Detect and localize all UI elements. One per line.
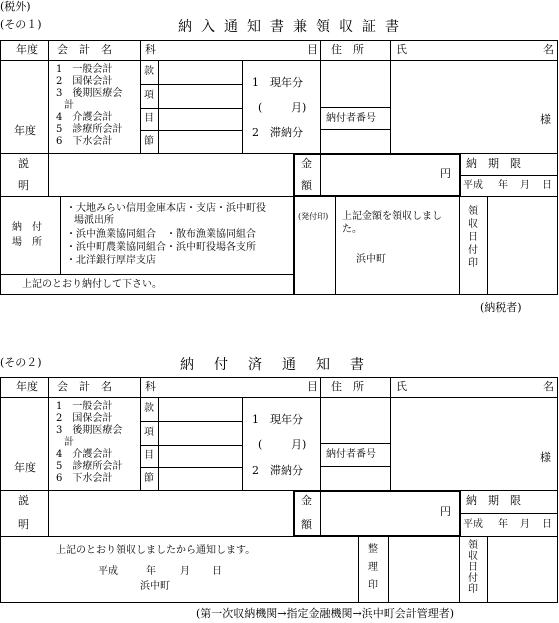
item-header-end: 目 xyxy=(307,43,318,56)
issue-mark: (発付印) xyxy=(298,212,329,221)
due-label: 納 期 限 xyxy=(466,157,521,170)
item-header: 科 xyxy=(145,380,156,393)
form2-label: (その２) xyxy=(0,356,42,369)
address-header: 住 所 xyxy=(331,43,364,56)
item-kou: 項 xyxy=(144,90,154,101)
item-setsu: 節 xyxy=(144,136,154,147)
item-moku: 目 xyxy=(144,113,154,124)
item-moku: 目 xyxy=(144,450,154,461)
form1-title: 納入通知書兼領収証書 xyxy=(178,19,408,35)
due-month: 月 xyxy=(520,519,530,530)
account-item: 6 下水会計 xyxy=(56,473,113,484)
flow-note: (第一次収納機関→指定金融機関→浜中町会計管理者) xyxy=(196,607,455,620)
item-kou: 項 xyxy=(144,427,154,438)
account-item: 計 xyxy=(64,437,74,448)
account-item: 1 一般会計 xyxy=(56,64,113,75)
receipt-text: た。 xyxy=(342,224,362,235)
period-current: 1 現年分 xyxy=(252,413,303,426)
account-item: 2 国保会計 xyxy=(56,76,113,87)
amount-label: 金 xyxy=(301,157,312,170)
honorific: 様 xyxy=(540,451,551,464)
name-header-end: 名 xyxy=(543,380,554,393)
account-item: 4 介護会計 xyxy=(56,112,113,123)
due-label: 納 期 限 xyxy=(466,494,521,507)
item-kan: 款 xyxy=(144,66,154,77)
bank-line: ・北洋銀行厚岸支店 xyxy=(66,255,156,266)
receipt-text: 上記金額を領収しまし xyxy=(342,211,442,222)
notice-day: 日 xyxy=(212,566,222,577)
due-day: 日 xyxy=(542,519,552,530)
due-day: 日 xyxy=(542,180,552,191)
account-header: 会 計 名 xyxy=(57,380,112,393)
year-label: 年度 xyxy=(14,124,36,137)
period-month-close: 月) xyxy=(291,438,307,451)
taxpayer-number-label: 納付者番号 xyxy=(326,113,376,124)
year-header: 年度 xyxy=(16,380,38,393)
account-item: 3 後期医療会 xyxy=(56,425,123,436)
amount-label: 額 xyxy=(301,518,312,531)
sorting-stamp: 整理印 xyxy=(368,544,378,591)
account-item: 6 下水会計 xyxy=(56,136,113,147)
notice-month: 月 xyxy=(180,566,190,577)
amount-label: 金 xyxy=(301,494,312,507)
bank-line: ・大地みらい信用金庫本店・支店・浜中町役 xyxy=(66,203,266,214)
bank-line: ・浜中漁業協同組合 ・散布漁業協同組合 xyxy=(66,229,256,240)
account-item: 5 診療所会計 xyxy=(56,124,123,135)
explanation-label: 明 xyxy=(18,518,29,531)
explanation-label: 説 xyxy=(18,157,29,170)
account-header: 会 計 名 xyxy=(57,43,112,56)
explanation-label: 説 xyxy=(18,494,29,507)
address-header: 住 所 xyxy=(331,380,364,393)
yen-unit: 円 xyxy=(440,505,451,518)
due-year: 年 xyxy=(498,519,508,530)
period-overdue: 2 滞納分 xyxy=(252,464,303,477)
period-overdue: 2 滞納分 xyxy=(252,126,303,139)
notice-text: 上記のとおり領収しましたから通知します。 xyxy=(56,545,256,556)
account-item: 2 国保会計 xyxy=(56,413,113,424)
form1-label: (その１) xyxy=(0,18,42,31)
explanation-label: 明 xyxy=(18,179,29,192)
taxpayer-number-label: 納付者番号 xyxy=(326,449,376,460)
account-item: 3 後期医療会 xyxy=(56,88,123,99)
period-month-open: ( xyxy=(258,101,263,114)
due-month: 月 xyxy=(520,180,530,191)
account-item: 4 介護会計 xyxy=(56,449,113,460)
item-setsu: 節 xyxy=(144,473,154,484)
name-header-end: 名 xyxy=(543,43,554,56)
period-current: 1 現年分 xyxy=(252,76,303,89)
account-item: 5 診療所会計 xyxy=(56,461,123,472)
yen-unit: 円 xyxy=(440,167,451,180)
receipt-date-stamp: 領収日付印 xyxy=(468,206,478,269)
period-month-close: 月) xyxy=(291,101,307,114)
honorific: 様 xyxy=(540,113,551,126)
taxpayer-copy-label: (納税者) xyxy=(480,301,522,314)
receipt-town: 浜中町 xyxy=(356,254,386,265)
period-month-open: ( xyxy=(258,438,263,451)
year-label: 年度 xyxy=(14,461,36,474)
bank-line: 場派出所 xyxy=(74,215,114,226)
please-pay-text: 上記のとおり納付して下さい。 xyxy=(22,279,162,290)
year-header: 年度 xyxy=(16,43,38,56)
payment-place-label: 場 所 xyxy=(12,237,42,248)
account-item: 1 一般会計 xyxy=(56,401,113,412)
name-header: 氏 xyxy=(396,380,407,393)
bank-line: ・浜中町農業協同組合・浜中町役場各支所 xyxy=(66,242,256,253)
due-era: 平成 xyxy=(463,519,483,530)
account-item: 計 xyxy=(64,100,74,111)
amount-label: 額 xyxy=(301,179,312,192)
name-header: 氏 xyxy=(396,43,407,56)
form2-title: 納付済通知書 xyxy=(180,357,384,373)
due-year: 年 xyxy=(498,180,508,191)
item-header: 科 xyxy=(145,43,156,56)
payment-place-label: 納 付 xyxy=(12,222,42,233)
item-kan: 款 xyxy=(144,403,154,414)
receipt-date-stamp: 領収日付印 xyxy=(468,540,478,595)
due-era: 平成 xyxy=(463,180,483,191)
notice-year: 年 xyxy=(146,566,156,577)
item-header-end: 目 xyxy=(307,380,318,393)
notice-town: 浜中町 xyxy=(140,581,170,592)
tax-note: (税外) xyxy=(0,0,31,13)
notice-era: 平成 xyxy=(98,566,118,577)
